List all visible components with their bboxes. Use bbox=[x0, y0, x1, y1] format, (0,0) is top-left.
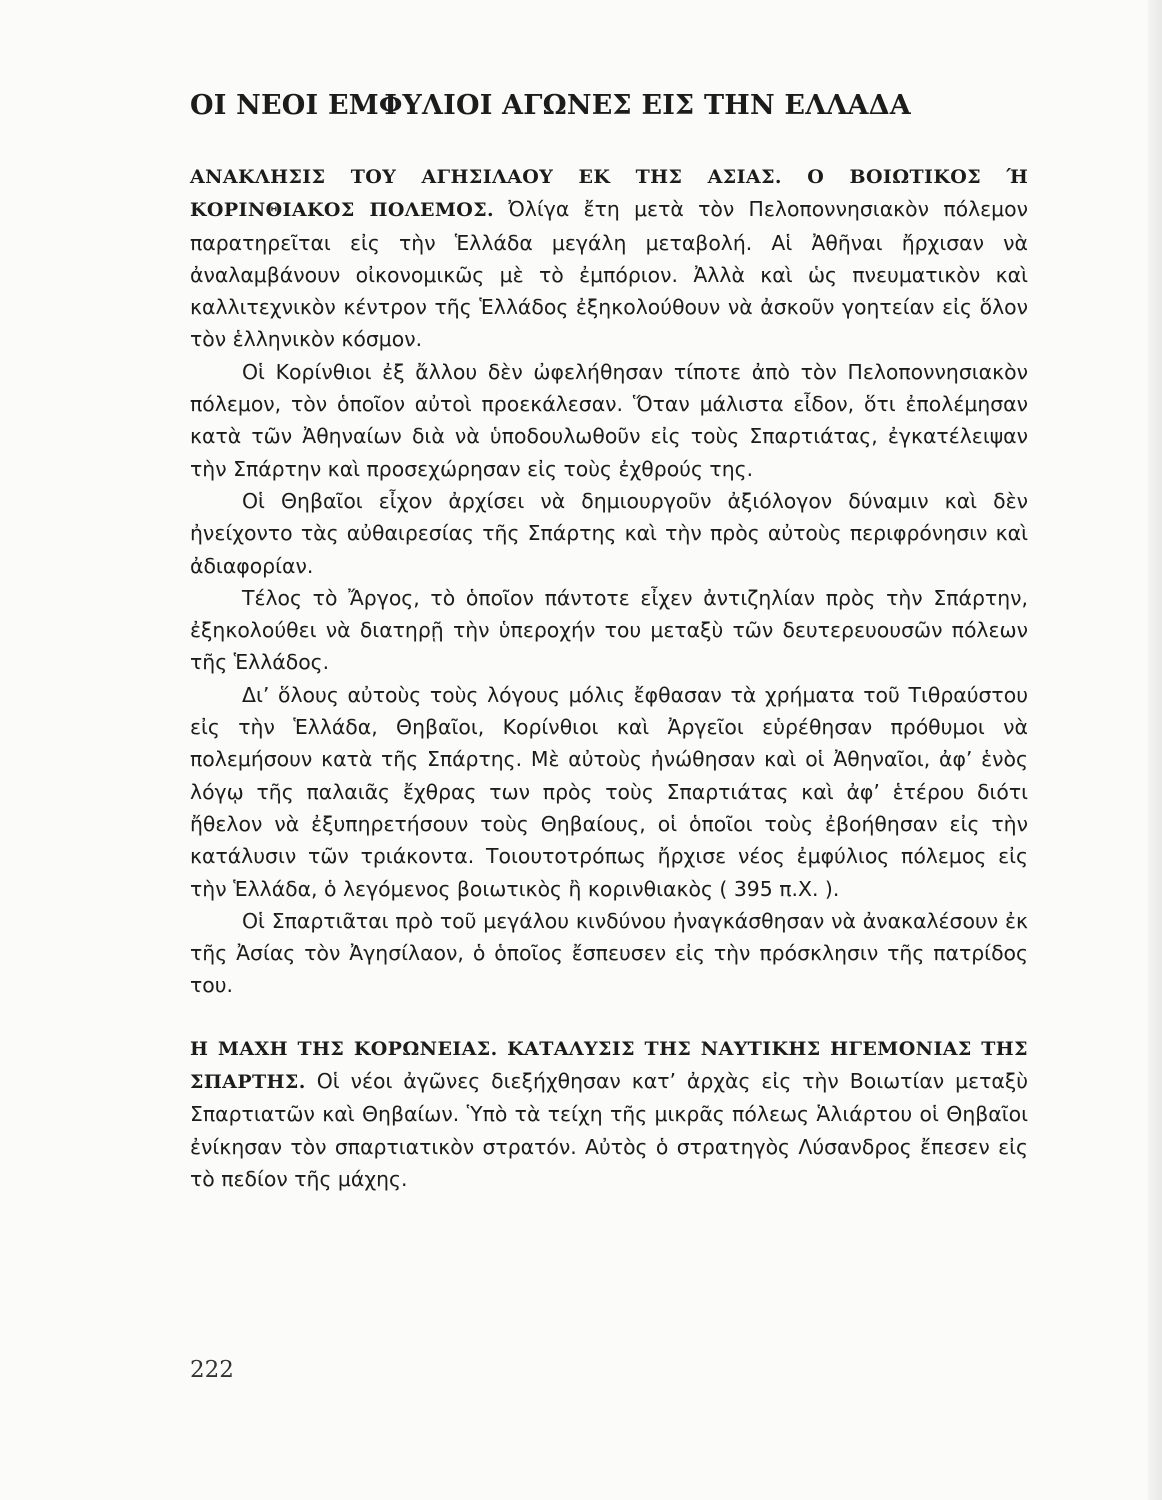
paragraph-recall-agesilaus: Οἱ Σπαρτιᾶται πρὸ τοῦ μεγάλου κινδύνου ἠναγκάσθησαν νὰ ἀνακαλέσουν ἐκ τῆς Ἀσίας τὸν Ἀγησίλαον, ὁ ὁποῖος ἔσπευσεν εἰς τὴν πρόσκλησιν τῆς πατρίδος του. bbox=[190, 908, 1028, 998]
paragraph-argos: Τέλος τὸ Ἄργος, τὸ ὁποῖον πάντοτε εἶχεν ἀντιζηλίαν πρὸς τὴν Σπάρτην, ἐξηκολούθει νὰ διατηρῇ τὴν ὑπεροχήν του μεταξὺ τῶν δευτερευουσῶν πόλεων τῆς Ἑλλάδος. bbox=[190, 585, 1028, 675]
section-2-lead-text: Οἱ νέοι ἀγῶνες διεξήχθησαν κατ’ ἀρχὰς εἰς τὴν Βοιωτίαν μεταξὺ Σπαρτιατῶν καὶ Θηβαίων. Ὑπὸ τὰ τείχη τῆς μικρᾶς πόλεως Ἁλιάρτου οἱ Θηβαῖοι ἐνίκησαν τὸν σπαρτιατικὸν στρατόν. Αὐτὸς ὁ στρατηγὸς Λύσανδρος ἔπεσεν εἰς τὸ πεδίον τῆς μάχης. bbox=[190, 1069, 1028, 1191]
paragraph-corinthians: Οἱ Κορίνθιοι ἐξ ἄλλου δὲν ὠφελήθησαν τίποτε ἀπὸ τὸν Πελοποννησιακὸν πόλεμον, τὸν ὁποῖον αὐτοὶ προεκάλεσαν. Ὅταν μάλιστα εἶδον, ὅτι ἐπολέμησαν κατὰ τῶν Ἀθηναίων διὰ νὰ ὑποδουλωθοῦν εἰς τοὺς Σπαρτιάτας, ἐγκατέλειψαν τὴν Σπάρτην καὶ προσεχώρησαν εἰς τοὺς ἐχθρούς της. bbox=[190, 359, 1028, 481]
section-1-lead-text: Ὀλίγα ἔτη μετὰ τὸν Πελοποννησιακὸν πόλεμον παρατηρεῖται εἰς τὴν Ἑλλάδα μεγάλη μεταβολή. Αἱ Ἀθῆναι ἤρχισαν νὰ ἀναλαμβάνουν οἰκονομικῶς μὲ τὸ ἐμπόριον. Ἀλλὰ καὶ ὡς πνευματικὸν καὶ καλλιτεχνικὸν κέντρον τῆς Ἑλλάδος ἐξηκολούθουν νὰ ἀσκοῦν γοητείαν εἰς ὅλον τὸν ἑλληνικὸν κόσμον. bbox=[190, 197, 1029, 352]
page-edge-shadow bbox=[1148, 0, 1162, 1500]
chapter-title: ΟΙ ΝΕΟΙ ΕΜΦΥΛΙΟΙ ΑΓΩΝΕΣ ΕΙΣ ΤΗΝ ΕΛΛΑΔΑ bbox=[190, 90, 911, 121]
paragraph-alliance: Δι’ ὅλους αὐτοὺς τοὺς λόγους μόλις ἔφθασαν τὰ χρήματα τοῦ Τιθραύστου εἰς τὴν Ἑλλάδα, Θηβαῖοι, Κορίνθιοι καὶ Ἀργεῖοι εὑρέθησαν πρόθυμοι νὰ πολεμήσουν κατὰ τῆς Σπάρτης. Μὲ αὐτοὺς ἠνώθησαν καὶ οἱ Ἀθηναῖοι, ἀφ’ ἑνὸς λόγῳ τῆς παλαιᾶς ἔχθρας των πρὸς τοὺς Σπαρτιάτας καὶ ἀφ’ ἑτέρου διότι ἤθελον νὰ ἐξυπηρετήσουν τοὺς Θηβαίους, οἱ ὁποῖοι τοὺς ἐβοήθησαν εἰς τὴν κατάλυσιν τῶν τριάκοντα. Τοιουτοτρόπως ἤρχισε νέος ἐμφύλιος πόλεμος εἰς τὴν Ἑλλάδα, ὁ λεγόμενος βοιωτικὸς ἢ κορινθιακὸς ( 395 π.Χ. ). bbox=[190, 682, 1028, 901]
page-number: 222 bbox=[190, 1357, 234, 1383]
section-1-heading: ΑΝΑΚΛΗΣΙΣ ΤΟΥ ΑΓΗΣΙΛΑΟΥ ΕΚ ΤΗΣ ΑΣΙΑΣ. Ο ΒΟΙΩΤΙΚΟΣ Ή ΚΟΡΙΝΘΙΑΚΟΣ ΠΟΛΕΜΟΣ. bbox=[190, 166, 1028, 222]
section-2-heading: Η ΜΑΧΗ ΤΗΣ ΚΟΡΩΝΕΙΑΣ. ΚΑΤΑΛΥΣΙΣ ΤΗΣ ΝΑΥΤΙΚΗΣ ΗΓΕΜΟΝΙΑΣ ΤΗΣ ΣΠΑΡΤΗΣ. bbox=[190, 1037, 1028, 1094]
section-2-lead-paragraph bbox=[190, 1032, 1028, 1195]
section-1-lead-paragraph bbox=[190, 160, 1028, 356]
paragraph-thebans: Οἱ Θηβαῖοι εἶχον ἀρχίσει νὰ δημιουργοῦν ἀξιόλογον δύναμιν καὶ δὲν ἠνείχοντο τὰς αὐθαιρεσίας τῆς Σπάρτης καὶ τὴν πρὸς αὐτοὺς περιφρόνησιν καὶ ἀδιαφορίαν. bbox=[190, 488, 1028, 578]
book-page bbox=[190, 88, 1028, 1408]
